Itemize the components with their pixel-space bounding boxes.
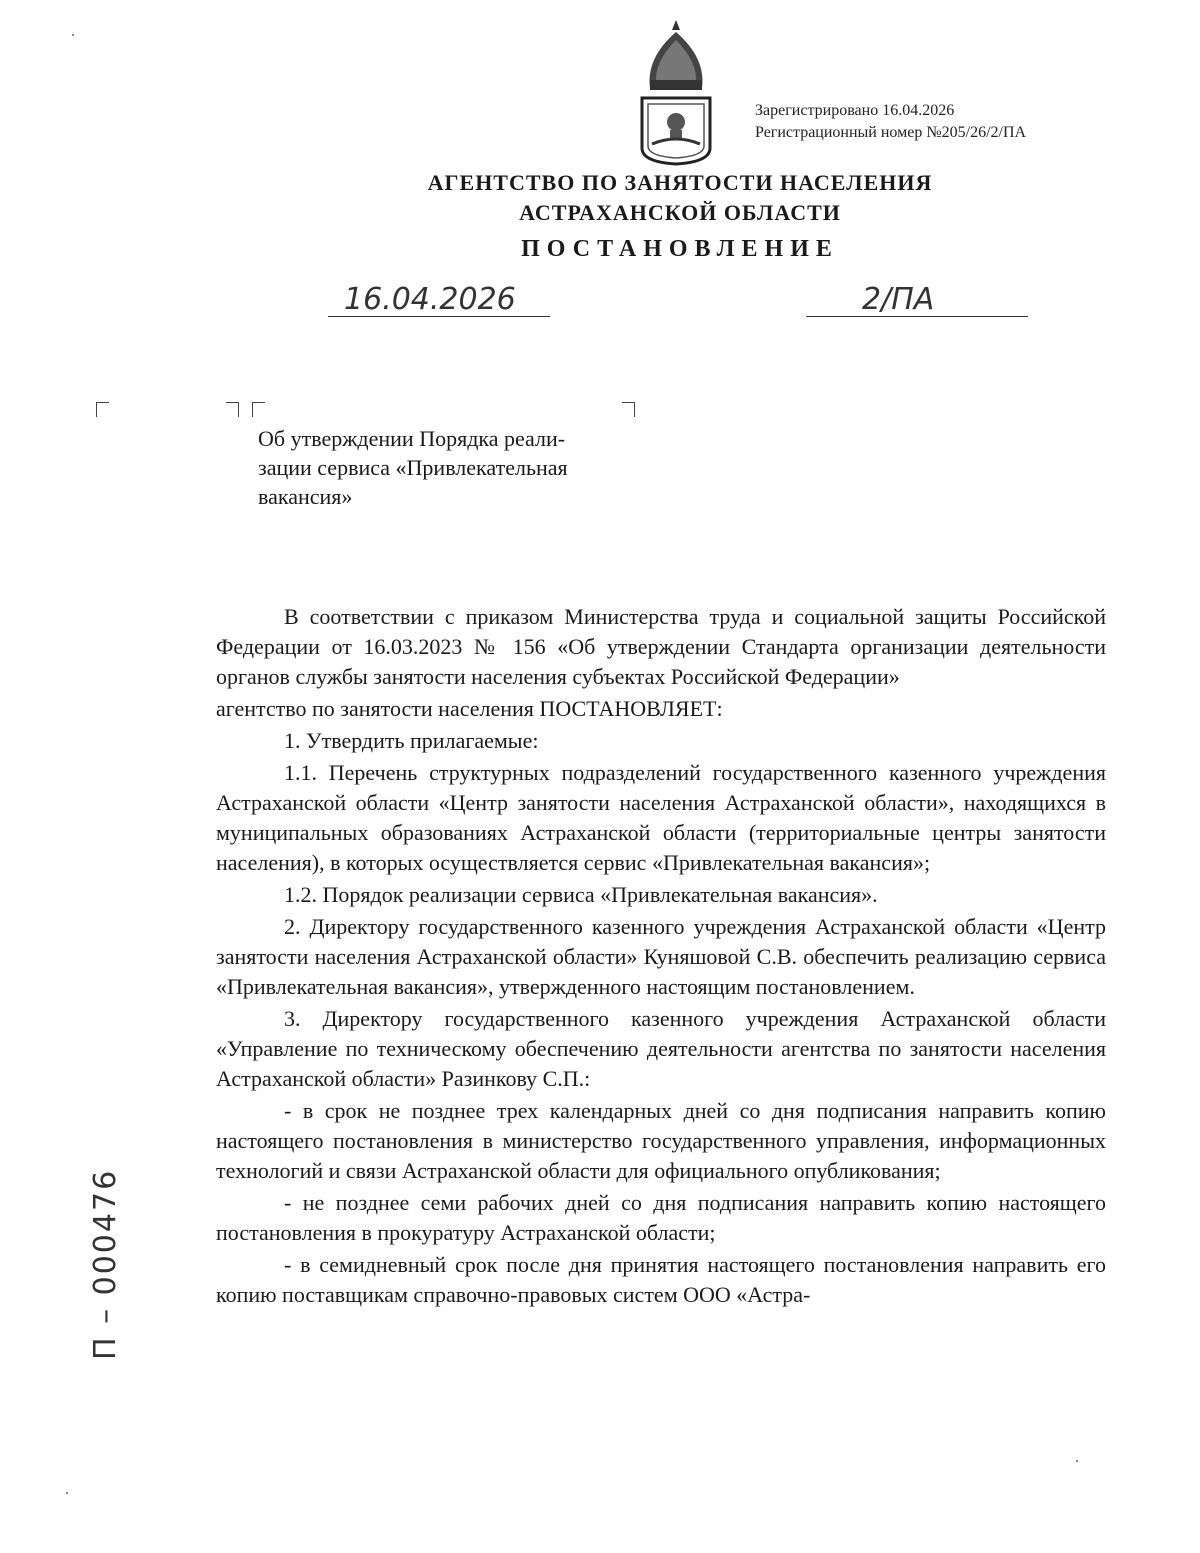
item-1-1: 1.1. Перечень структурных подразделений государственного казенного учреждения Астраханской области «Центр занятости населения Астраханской области», находящихся в муниципальных образованиях Астраханской области (территориальные центры занятости населения), в которых осуществляется сервис «Привлекательная вакансия»; <box>216 760 1106 875</box>
side-serial-code: П – 000476 <box>88 1168 123 1360</box>
scan-speck <box>66 1492 68 1494</box>
document-subject <box>258 424 638 511</box>
handwritten-date: 16.04.2026 <box>344 282 516 317</box>
corner-mark <box>96 402 109 417</box>
agency-name-line2: АСТРАХАНСКОЙ ОБЛАСТИ <box>519 200 841 225</box>
subject-line: зации сервиса «Привлекательная <box>258 455 568 480</box>
item-2: 2. Директору государственного казенного учреждения Астраханской области «Центр занятости населения Астраханской области» Куняшовой С.В. обеспечить реализацию сервиса «Привлекательная вакансия», утвержденного настоящим постановлением. <box>216 914 1106 999</box>
scan-speck <box>72 34 74 36</box>
document-type-heading: ПОСТАНОВЛЕНИЕ <box>521 236 839 262</box>
item-3: 3. Директору государственного казенного учреждения Астраханской области «Управление по техническому обеспечению деятельности агентства по занятости населения Астраханской области» Разинкову С.П.: <box>216 1006 1106 1091</box>
document-body <box>216 602 1106 1312</box>
registration-date: Зарегистрировано 16.04.2026 <box>755 102 955 119</box>
item-3-bullet: - в семидневный срок после дня принятия настоящего постановления направить его копию поставщикам справочно-правовых систем ООО «Астра- <box>216 1252 1106 1307</box>
agency-name <box>330 168 1030 228</box>
corner-mark <box>252 402 265 417</box>
item-3-bullet: - в срок не позднее трех календарных дней со дня подписания направить копию настоящего постановления в министерство государственного управления, информационных технологий и связи Астраханской области для официального опубликования; <box>216 1098 1106 1183</box>
coat-of-arms-emblem <box>636 18 716 166</box>
number-underline <box>806 316 1028 317</box>
registration-stamp <box>755 100 1026 144</box>
subject-line: вакансия» <box>258 484 353 509</box>
preamble-paragraph: В соответствии с приказом Министерства труда и социальной защиты Российской Федерации от 16.03.2023 № 156 «Об утверждении Стандарта организации деятельности органов службы занятости населения субъектах Российской Федерации» <box>216 604 1106 689</box>
subject-line: Об утверждении Порядка реали- <box>258 426 566 451</box>
date-underline <box>328 316 550 317</box>
corner-mark <box>226 402 239 417</box>
handwritten-number: 2/ПА <box>862 282 935 317</box>
agency-name-line1: АГЕНТСТВО ПО ЗАНЯТОСТИ НАСЕЛЕНИЯ <box>427 170 933 195</box>
item-3-bullet: - не позднее семи рабочих дней со дня подписания направить копию настоящего постановления в прокуратуру Астраханской области; <box>216 1190 1106 1245</box>
registration-number: Регистрационный номер №205/26/2/ПА <box>755 124 1027 141</box>
resolves-line: агентство по занятости населения ПОСТАНОВЛЯЕТ: <box>216 696 723 721</box>
corner-mark <box>622 402 635 417</box>
item-1: 1. Утвердить прилагаемые: <box>284 728 539 753</box>
item-1-2: 1.2. Порядок реализации сервиса «Привлекательная вакансия». <box>284 882 878 907</box>
scan-speck <box>1076 1460 1078 1462</box>
